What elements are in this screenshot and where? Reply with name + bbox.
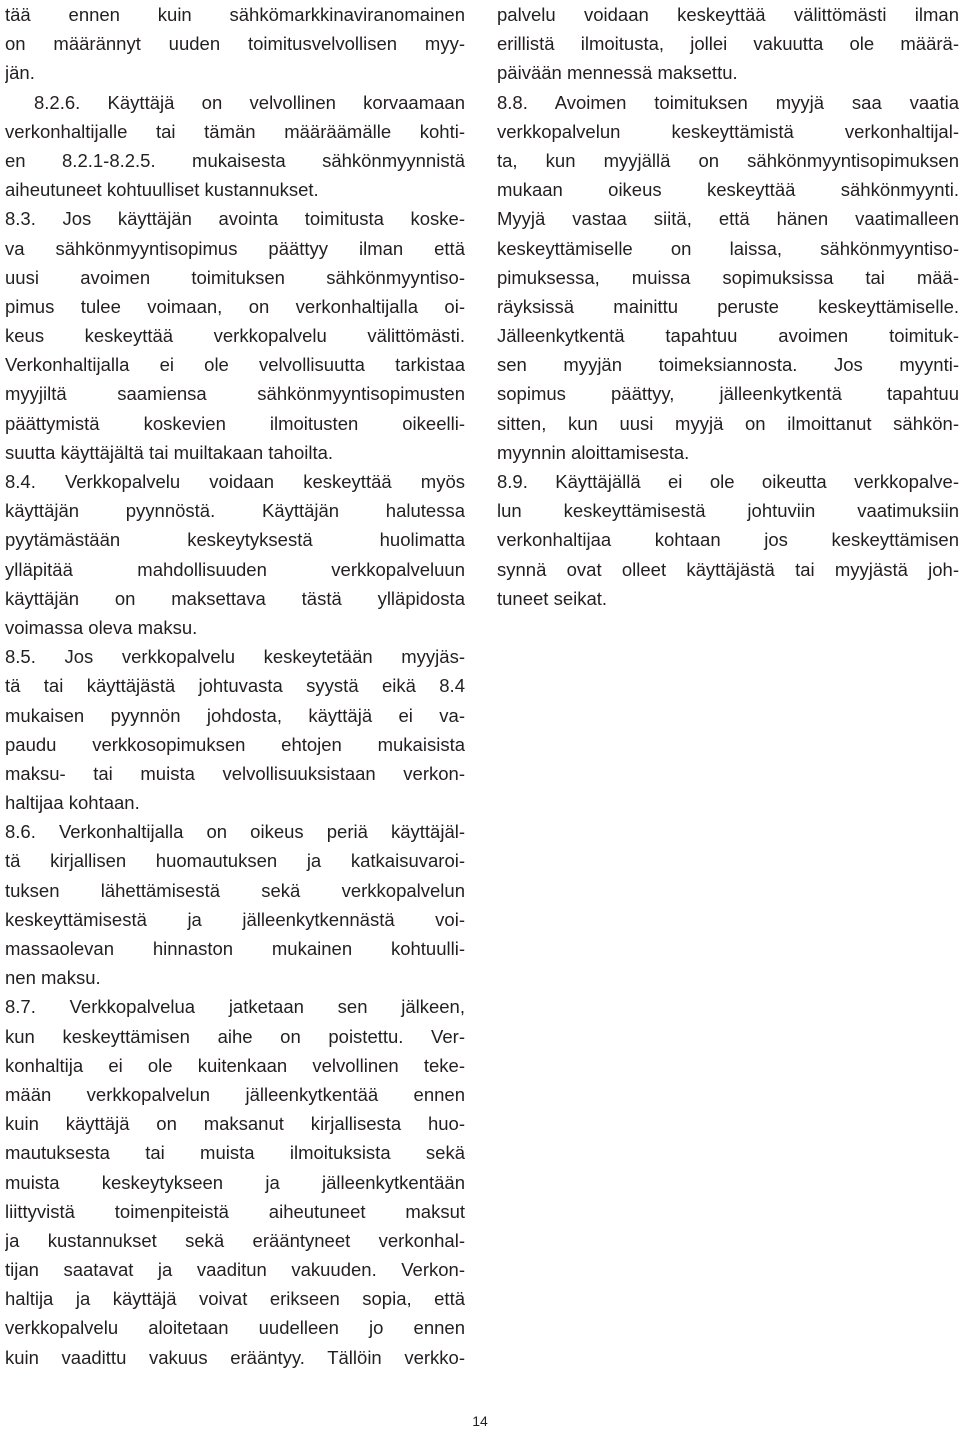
text-line: maksu- tai muista velvollisuuksistaan verkon-	[5, 762, 465, 784]
text-line: kuin vaadittu vakuus erääntyy. Tällöin verkko-	[5, 1346, 465, 1368]
text-line: mään verkkopalvelun jälleenkytkentää ennen	[5, 1083, 465, 1105]
text-line: tä kirjallisen huomautuksen ja katkaisuvaroi-	[5, 850, 465, 872]
text-line: massaolevan hinnaston mukainen kohtuulli-	[5, 938, 465, 959]
text-line: kun keskeyttämisen aihe on poistettu. Ver-	[5, 1025, 465, 1047]
text-line: suutta käyttäjältä tai muiltakaan tahoilta.	[5, 441, 334, 463]
text-line: liittyvistä toimenpiteistä aiheutuneet maksut	[5, 1200, 465, 1222]
text-line: mukaisen pyynnön johdosta, käyttäjä ei va-	[5, 704, 465, 726]
text-line: voimassa oleva maksu.	[5, 616, 198, 638]
text-line: tuksen lähettämisestä sekä verkkopalvelun	[5, 879, 465, 901]
text-line: va sähkönmyyntisopimus päättyy ilman että	[5, 237, 465, 259]
text-line: ja kustannukset sekä erääntyneet verkonhal-	[5, 1229, 465, 1251]
text-line: haltija ja käyttäjä voivat erikseen sopia, että	[5, 1288, 465, 1310]
text-line: 8.4. Verkkopalvelu voidaan keskeyttää myös	[5, 471, 465, 492]
text-line: myynnin aloittamisesta.	[497, 441, 690, 463]
text-line: käyttäjän on maksettava tästä ylläpidosta	[5, 587, 465, 609]
text-line: verkkopalvelun keskeyttämistä verkonhaltijal-	[497, 120, 959, 142]
text-line: nen maksu.	[5, 967, 101, 989]
text-line: jän.	[5, 62, 35, 84]
text-line: keskeyttämiselle on laissa, sähkönmyyntiso-	[497, 237, 959, 259]
text-line: mautuksesta tai muista ilmoituksista sekä	[5, 1142, 465, 1164]
text-line: sitten, kun uusi myyjä on ilmoittanut sähkön-	[497, 412, 959, 434]
text-line: 8.2.6. Käyttäjä on velvollinen korvaamaan	[34, 91, 465, 113]
text-line: pimus tulee voimaan, on verkonhaltijalla oi-	[5, 295, 465, 317]
text-line: synnä ovat olleet käyttäjästä tai myyjästä joh-	[497, 558, 959, 580]
text-line: päivään mennessä maksettu.	[497, 62, 738, 84]
text-line: verkonhaltijaa kohtaan jos keskeyttämisen	[497, 529, 959, 551]
page-number: 14	[472, 1413, 488, 1429]
text-line: ta, kun myyjällä on sähkönmyyntisopimuksen	[497, 149, 959, 171]
text-line: konhaltija ei ole kuitenkaan velvollinen teke-	[5, 1054, 465, 1076]
text-line: palvelu voidaan keskeyttää välittömästi ilman	[497, 4, 959, 25]
text-line: pimuksessa, muissa sopimuksissa tai mää-	[497, 266, 959, 288]
text-line: Myyjä vastaa siitä, että hänen vaatimalleen	[497, 208, 959, 230]
text-line: keus keskeyttää verkkopalvelu välittömästi.	[5, 325, 465, 347]
text-line: 8.3. Jos käyttäjän avointa toimitusta koske-	[5, 208, 465, 230]
text-line: erillistä ilmoitusta, jollei vakuutta ole määrä-	[497, 33, 959, 55]
text-line: sopimus päättyy, jälleenkytkentä tapahtuu	[497, 383, 959, 405]
text-line: muista keskeytykseen ja jälleenkytkentään	[5, 1171, 465, 1193]
text-line: on määrännyt uuden toimitusvelvollisen myy-	[5, 33, 465, 55]
text-line: Verkonhaltijalla ei ole velvollisuutta tarkistaa	[5, 354, 465, 376]
text-line: 8.6. Verkonhaltijalla on oikeus periä käyttäjäl-	[5, 821, 465, 843]
text-line: verkkopalvelu aloitetaan uudelleen jo ennen	[5, 1317, 465, 1339]
left-text-column	[5, 0, 465, 1372]
text-line: sen myyjän toimeksiannosta. Jos myynti-	[497, 354, 959, 376]
text-line: en 8.2.1-8.2.5. mukaisesta sähkönmyynnistä	[5, 149, 465, 171]
text-line: tä tai käyttäjästä johtuvasta syystä eikä 8.4	[5, 675, 465, 697]
text-line: pyytämästään keskeytyksestä huolimatta	[5, 529, 465, 551]
text-line: verkonhaltijalle tai tämän määräämälle kohti-	[5, 120, 465, 142]
text-line: lun keskeyttämisestä johtuviin vaatimuksiin	[497, 500, 959, 522]
text-line: keskeyttämisestä ja jälleenkytkennästä voi-	[5, 908, 465, 930]
text-line: tää ennen kuin sähkömarkkinaviranomainen	[5, 4, 465, 25]
text-line: tuneet seikat.	[497, 587, 608, 609]
text-line: paudu verkkosopimuksen ehtojen mukaisista	[5, 733, 465, 755]
text-line: haltijaa kohtaan.	[5, 792, 140, 814]
text-line: kuin käyttäjä on maksanut kirjallisesta huo-	[5, 1113, 465, 1135]
text-line: 8.9. Käyttäjällä ei ole oikeutta verkkopalve-	[497, 471, 959, 492]
text-line: räyksissä mainittu peruste keskeyttämiselle.	[497, 295, 959, 317]
text-line: mukaan oikeus keskeyttää sähkönmyynti.	[497, 179, 959, 201]
text-line: Jälleenkytkentä tapahtuu avoimen toimituk-	[497, 325, 959, 347]
text-line: ylläpitää mahdollisuuden verkkopalveluun	[5, 558, 465, 580]
text-line: käyttäjän pyynnöstä. Käyttäjän halutessa	[5, 500, 465, 522]
text-line: 8.5. Jos verkkopalvelu keskeytetään myyjäs-	[5, 646, 465, 668]
text-line: 8.7. Verkkopalvelua jatketaan sen jälkeen,	[5, 996, 465, 1018]
text-line: aiheutuneet kohtuulliset kustannukset.	[5, 179, 319, 201]
text-line: 8.8. Avoimen toimituksen myyjä saa vaatia	[497, 91, 959, 113]
right-text-column	[497, 0, 959, 613]
text-line: myyjiltä saamiensa sähkönmyyntisopimusten	[5, 383, 465, 405]
text-line: päättymistä koskevien ilmoitusten oikeelli-	[5, 412, 465, 434]
text-line: uusi avoimen toimituksen sähkönmyyntiso-	[5, 266, 465, 288]
text-line: tijan saatavat ja vaaditun vakuuden. Verkon-	[5, 1259, 465, 1281]
